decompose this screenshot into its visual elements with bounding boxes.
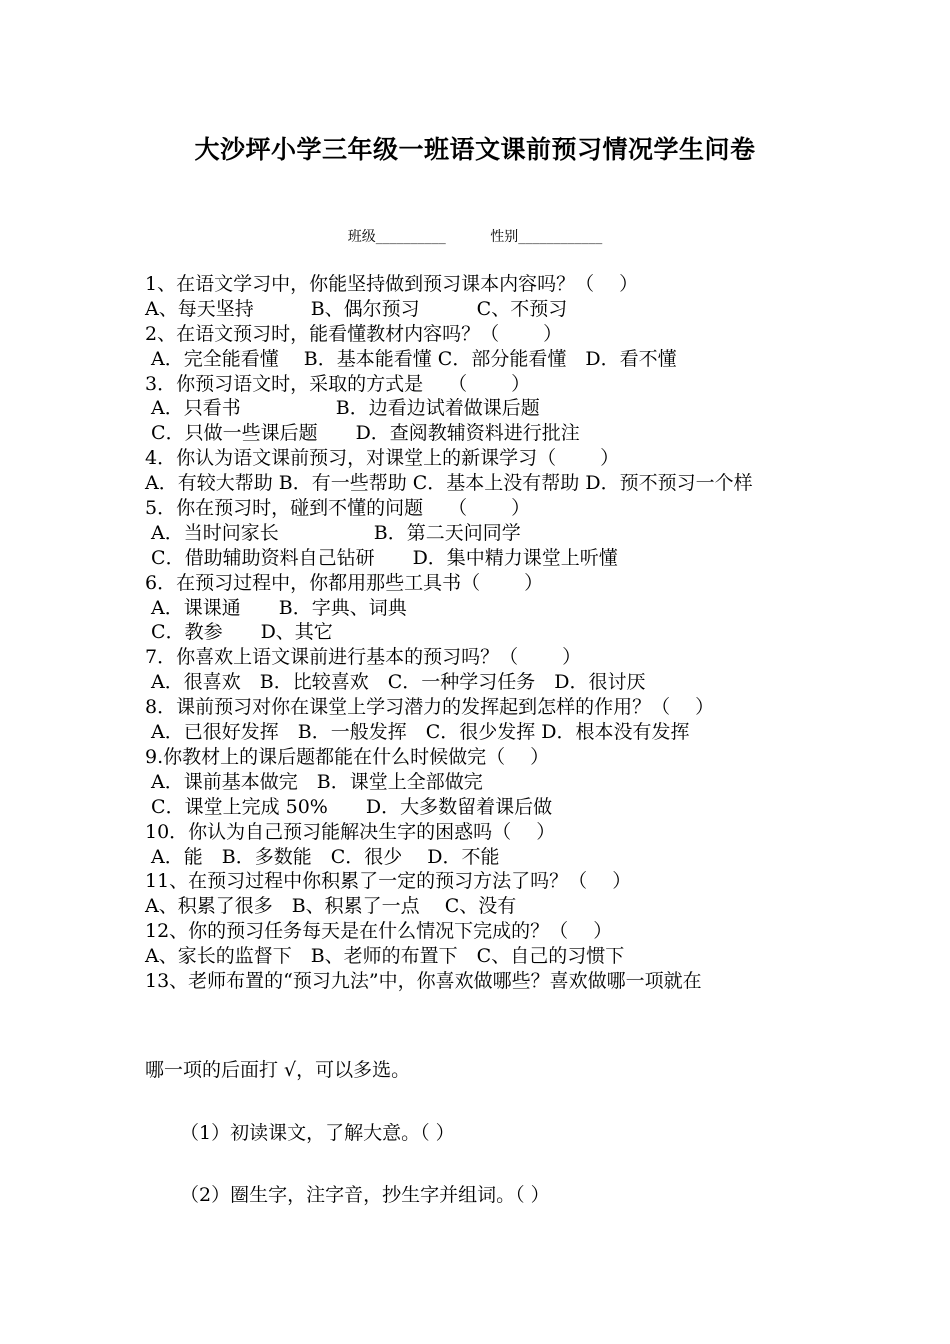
class-field-label: 班级__________	[347, 229, 446, 245]
question-1-options: A、每天坚持 B、偶尔预习 C、不预习	[145, 297, 568, 320]
question-10-options: A．能 B．多数能 C．很少 D．不能	[145, 845, 500, 868]
student-info-line	[0, 227, 950, 247]
question-3-options-cd: C．只做一些课后题 D．查阅教辅资料进行批注	[145, 422, 580, 445]
document-title: 大沙坪小学三年级一班语文课前预习情况学生问卷	[194, 135, 756, 164]
question-4-options: A．有较大帮助 B．有一些帮助 C．基本上没有帮助 D．预不预习一个样	[145, 472, 753, 495]
question-9-options-cd: C．课堂上完成 50% D．大多数留着课后做	[145, 795, 553, 818]
question-11-options: A、积累了很多 B、积累了一点 C、没有	[145, 895, 517, 918]
question-6: 6．在预习过程中，你都用那些工具书（ ）	[145, 571, 544, 594]
question-13-continuation: 哪一项的后面打 √，可以多选。	[145, 1059, 411, 1081]
question-9: 9.你教材上的课后题都能在什么时候做完（ ）	[145, 745, 550, 768]
question-12: 12、你的预习任务每天是在什么情况下完成的？（ ）	[145, 920, 613, 943]
question-5: 5．你在预习时，碰到不懂的问题 （ ）	[145, 497, 531, 520]
question-7-options: A．很喜欢 B．比较喜欢 C．一种学习任务 D．很讨厌	[145, 671, 646, 694]
question-3-options-ab: A．只看书 B．边看边试着做课后题	[145, 397, 540, 420]
question-4: 4．你认为语文课前预习，对课堂上的新课学习（ ）	[145, 447, 620, 470]
question-6-options-cd: C．教参 D、其它	[145, 621, 333, 644]
question-8: 8．课前预习对你在课堂上学习潜力的发挥起到怎样的作用？（ ）	[145, 696, 715, 719]
question-13-option-1: （1）初读课文，了解大意。（ ）	[180, 1122, 455, 1144]
question-5-options-ab: A．当时问家长 B．第二天问同学	[145, 521, 521, 544]
question-10: 10．你认为自己预习能解决生字的困惑吗（ ）	[145, 820, 556, 843]
question-3: 3．你预习语文时，采取的方式是 （ ）	[145, 372, 531, 395]
question-7: 7．你喜欢上语文课前进行基本的预习吗？（ ）	[145, 646, 582, 669]
question-8-options: A．已很好发挥 B．一般发挥 C．很少发挥 D．根本没有发挥	[145, 721, 690, 744]
question-6-options-ab: A．课课通 B．字典、词典	[145, 596, 407, 619]
question-5-options-cd: C．借助辅助资料自己钻研 D．集中精力课堂上听懂	[145, 546, 618, 569]
question-13: 13、老师布置的“预习九法”中，你喜欢做哪些？喜欢做哪一项就在	[145, 969, 702, 992]
question-list	[145, 272, 810, 994]
question-11: 11、在预习过程中你积累了一定的预习方法了吗？（ ）	[145, 870, 632, 893]
gender-field-label: 性别____________	[490, 229, 603, 245]
question-1: 1、在语文学习中，你能坚持做到预习课本内容吗？（ ）	[145, 273, 639, 295]
question-2-options: A．完全能看懂 B．基本能看懂 C．部分能看懂 D．看不懂	[145, 347, 677, 370]
question-12-options: A、家长的监督下 B、老师的布置下 C、自己的习惯下	[145, 945, 625, 968]
question-2: 2、在语文预习时，能看懂教材内容吗？（ ）	[145, 322, 563, 345]
question-9-options-ab: A．课前基本做完 B．课堂上全部做完	[145, 770, 483, 793]
question-13-option-2: （2）圈生字，注字音，抄生字并组词。（ ）	[180, 1184, 550, 1206]
